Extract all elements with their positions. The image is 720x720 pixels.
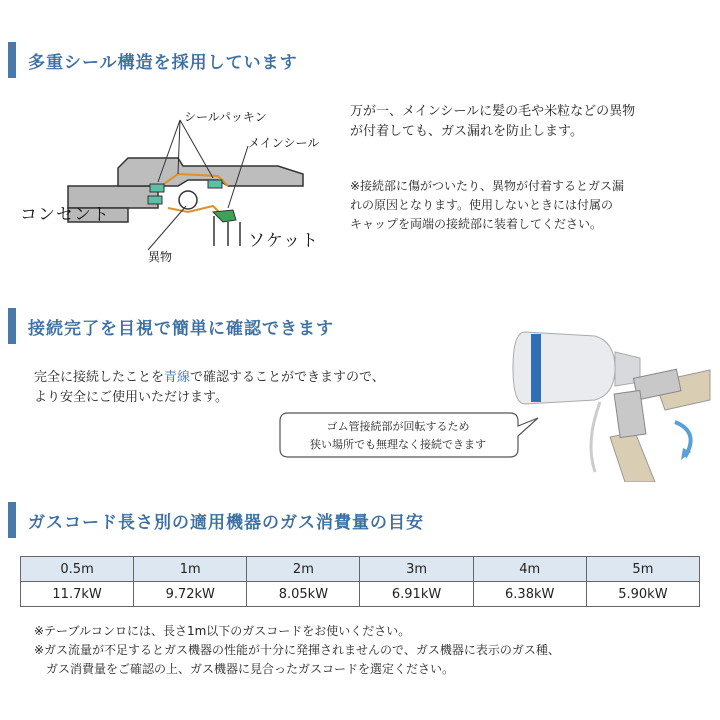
- visual-check-line-2: より安全にご使用いただけます。: [34, 390, 228, 405]
- label-outlet: コンセント: [20, 205, 110, 225]
- lead-line-1: 万が一、メインシールに髪の毛や米粒などの異物: [350, 104, 636, 119]
- table-header-cell: 0.5m: [21, 557, 134, 582]
- label-main-seal: メインシール: [248, 136, 320, 150]
- note-line-2: れの原因となります。使用しないときには付属の: [350, 198, 614, 212]
- table-header-cell: 4m: [473, 557, 586, 582]
- table-note-2-line-2: ガス消費量をご確認の上、ガス機器に見合ったガスコードを選定ください。: [46, 662, 455, 676]
- table-cell: 5.90kW: [586, 582, 699, 607]
- label-seal-packing: シールパッキン: [184, 110, 267, 124]
- visual-check-line-1-post: で確認することができますので、: [190, 370, 385, 385]
- bubble-line-1: ゴム管接続部が回転するため: [326, 420, 470, 433]
- table-header-cell: 5m: [586, 557, 699, 582]
- gas-consumption-table: [20, 556, 700, 607]
- table-header-cell: 2m: [247, 557, 360, 582]
- table-header-cell: 1m: [134, 557, 247, 582]
- table-cell: 6.91kW: [360, 582, 473, 607]
- bubble-line-2: 狭い場所でも無理なく接続できます: [310, 438, 486, 451]
- blue-line-word: 青線: [164, 370, 191, 385]
- visual-check-line-1: [34, 368, 385, 388]
- section-title-multi-seal: [8, 42, 712, 78]
- visual-check-line-1-pre: 完全に接続したことを: [34, 370, 165, 385]
- section-title-text: ガスコード長さ別の適用機器のガス消費量の目安: [28, 513, 424, 533]
- section-title-gas-consumption: [8, 502, 712, 538]
- label-socket: ソケット: [248, 231, 319, 251]
- gas-connector-illustration: [505, 322, 715, 482]
- lead-line-2: が付着しても、ガス漏れを防止します。: [350, 124, 583, 139]
- section-title-text: 接続完了を目視で簡単に確認できます: [28, 319, 334, 339]
- note-line-3: キャップを両端の接続部に装着してください。: [350, 217, 603, 231]
- label-foreign-matter: 異物: [148, 250, 173, 264]
- title-bar: [8, 308, 16, 344]
- table-cell: 8.05kW: [247, 582, 360, 607]
- section-title-text: 多重シール構造を採用しています: [28, 53, 298, 73]
- table-row: [21, 582, 700, 607]
- title-bar: [8, 42, 16, 78]
- table-cell: 11.7kW: [21, 582, 134, 607]
- table-header-cell: 3m: [360, 557, 473, 582]
- note-line-1: ※接続部に傷がついたり、異物が付着するとガス漏: [350, 179, 625, 193]
- table-note-1: ※テーブルコンロには、長さ1m以下のガスコードをお使いください。: [34, 624, 411, 638]
- table-header-row: [21, 557, 700, 582]
- table-cell: 6.38kW: [473, 582, 586, 607]
- table-note-2-line-1: ※ガス流量が不足するとガス機器の性能が十分に発揮されませんので、ガス機器に表示のガス種、: [34, 643, 560, 657]
- title-bar: [8, 502, 16, 538]
- table-cell: 9.72kW: [134, 582, 247, 607]
